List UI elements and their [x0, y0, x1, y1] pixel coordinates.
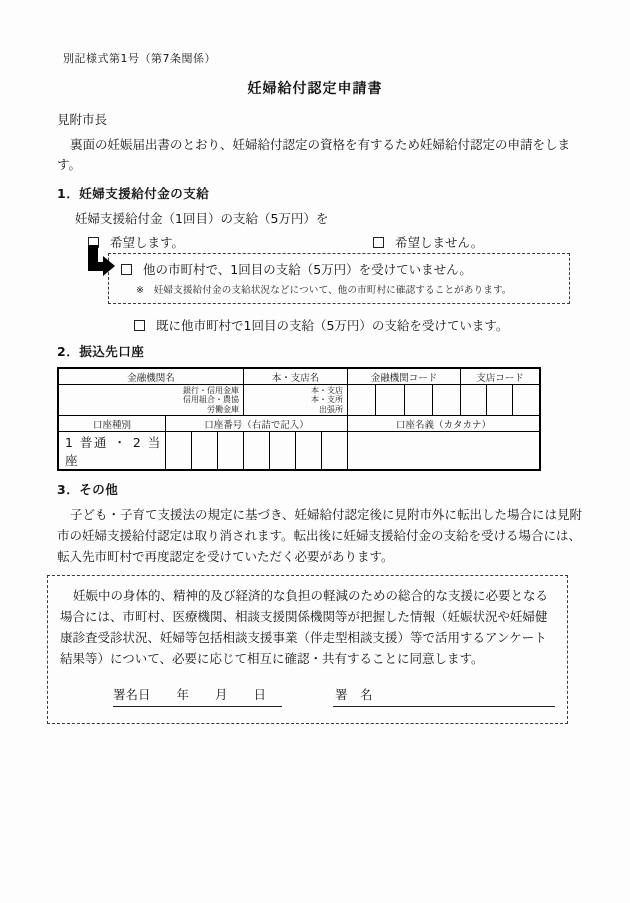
page-title: 妊婦給付認定申請書: [247, 81, 383, 97]
account-type-selector[interactable]: 1 普通 ・ 2 当座: [59, 432, 166, 469]
addressee: 見附市長: [57, 112, 108, 127]
signature-name-label: 署 名: [335, 687, 373, 702]
checkbox-not-received[interactable]: [121, 264, 132, 275]
branch-code-header: 支店コード: [461, 369, 539, 385]
institution-type-2: 信用組合・農協: [183, 395, 239, 405]
account-number-digit-box[interactable]: [270, 432, 296, 469]
sub-option-line: [121, 260, 559, 278]
option-no-hope-label: 希望しません。: [395, 235, 484, 250]
table-header-row-2: [59, 416, 539, 432]
branch-name-input[interactable]: [244, 385, 348, 416]
account-number-digit-box[interactable]: [322, 432, 348, 469]
signature-month-label: 月: [214, 687, 228, 702]
sub-option-label: 他の市町村で、1回目の支給（5万円）を受けていません。: [143, 262, 472, 277]
account-number-digit-box[interactable]: [218, 432, 244, 469]
section3-heading: 3．その他: [57, 482, 119, 497]
branch-code-digit-box[interactable]: [513, 385, 539, 416]
signature-row: [60, 685, 555, 707]
sub-option-note: ※ 妊婦支援給付金の支給状況などについて、他の市町村に確認することがあります。: [136, 285, 512, 296]
account-type-header: 口座種別: [59, 416, 166, 432]
institution-code-digit-box[interactable]: [376, 385, 404, 416]
account-holder-header: 口座名義（カタカナ）: [348, 416, 539, 432]
institution-type-3: 労働金庫: [207, 404, 239, 414]
signature-date-field[interactable]: [113, 685, 282, 707]
section3-body: 子ども・子育て支援法の規定に基づき、妊婦給付認定後に見附市外に転出した場合には見附市の妊婦支援給付認定は取り消されます。転出後に妊婦支援給付金の支給を受ける場合には、転入先市町村で再度認定を受けていただく必要があります。: [57, 507, 583, 564]
institution-type-1: 銀行・信用金庫: [183, 385, 239, 395]
signature-date-label: 署名日: [113, 687, 151, 702]
checkbox-no-hope[interactable]: [373, 237, 384, 248]
elbow-arrow-icon: [84, 245, 115, 278]
sub-option-box: [108, 253, 570, 304]
account-number-digit-box[interactable]: [192, 432, 218, 469]
option-already: [134, 316, 630, 334]
signature-year-label: 年: [176, 687, 189, 702]
branch-type-2: 本・支所: [311, 395, 343, 405]
form-id: 別記様式第1号（第7条関係）: [63, 52, 216, 65]
table-input-row-1: [59, 385, 539, 416]
consent-text: 妊娠中の身体的、精神的及び経済的な負担の軽減のための総合的な支援に必要となる場合には、市町村、医療機関、相談支援関係機関等が把握した情報（妊娠状況や妊婦健康診査受診状況、妊婦等包括相談支援事業（伴走型相談支援）等で活用するアンケート結果等）について、必要に応じて相互に確認・共有することに同意します。: [60, 588, 549, 666]
branch-code-digit-box[interactable]: [461, 385, 487, 416]
financial-institution-input[interactable]: [59, 385, 244, 416]
financial-institution-header: 金融機関名: [59, 369, 244, 385]
account-number-digit-box[interactable]: [166, 432, 192, 469]
intro-text: 裏面の妊娠届出書のとおり、妊婦給付認定の資格を有するため妊婦給付認定の申請をします。: [57, 137, 571, 172]
branch-code-digit-box[interactable]: [487, 385, 513, 416]
section1-lead: 妊婦支援給付金（1回目）の支給（5万円）を: [75, 211, 329, 226]
table-header-row-1: [59, 369, 539, 385]
option-already-label: 既に他市町村で1回目の支給（5万円）の支給を受けています。: [156, 318, 509, 333]
account-number-digit-box[interactable]: [296, 432, 322, 469]
section2-heading: 2．振込先口座: [57, 344, 145, 359]
table-input-row-2: [59, 432, 539, 469]
section1-heading: 1．妊婦支援給付金の支給: [57, 186, 210, 201]
institution-code-header: 金融機関コード: [348, 369, 461, 385]
branch-type-3: 出張所: [319, 404, 343, 414]
signature-day-label: 日: [253, 687, 266, 702]
institution-code-digit-box[interactable]: [348, 385, 376, 416]
consent-box: [47, 575, 568, 724]
option-no-hope: [373, 233, 483, 251]
bank-account-table: [57, 367, 541, 471]
sub-option-wrap: [108, 253, 570, 304]
checkbox-already-received[interactable]: [134, 320, 145, 331]
signature-name-field[interactable]: [333, 685, 555, 707]
account-holder-input[interactable]: [348, 432, 539, 469]
institution-code-digit-box[interactable]: [433, 385, 461, 416]
institution-code-digit-box[interactable]: [405, 385, 433, 416]
option-hope-label: 希望します。: [110, 235, 185, 250]
account-number-header: 口座番号（右詰で記入）: [166, 416, 348, 432]
branch-type-1: 本・支店: [311, 385, 343, 395]
account-number-digit-box[interactable]: [244, 432, 270, 469]
branch-header: 本・支店名: [244, 369, 348, 385]
